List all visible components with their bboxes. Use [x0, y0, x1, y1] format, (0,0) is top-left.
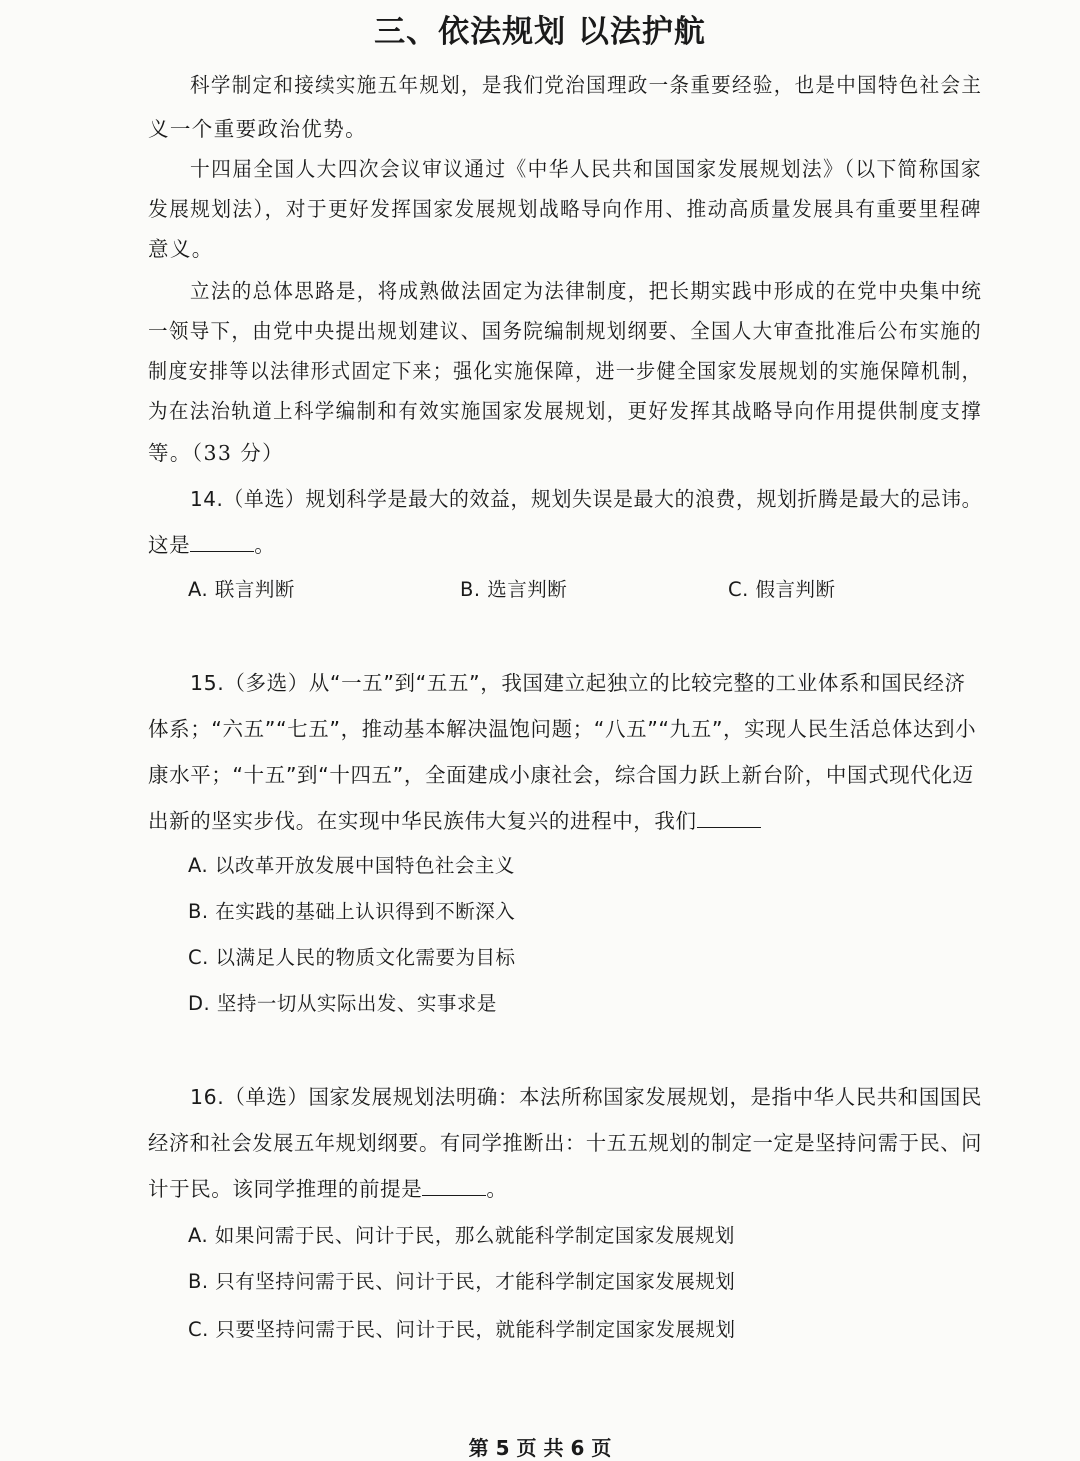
material-text: 意义。 [148, 237, 214, 261]
q15-option-a: A. 以改革开放发展中国特色社会主义 [188, 854, 515, 877]
answer-blank [697, 809, 761, 828]
answer-blank [190, 533, 254, 552]
q15-stem: 体系；“六五”“七五”，推动基本解决温饱问题；“八五”“九五”，实现人民生活总体达到小 [148, 717, 977, 741]
q16-option-a: A. 如果问需于民、问计于民，那么就能科学制定国家发展规划 [188, 1224, 735, 1247]
q16-option-b: B. 只有坚持问需于民、问计于民，才能科学制定国家发展规划 [188, 1270, 736, 1293]
q15-stem-last: 出新的坚实步伐。在实现中华民族伟大复兴的进程中，我们 [148, 804, 761, 834]
page-number: 第 5 页 共 6 页 [468, 1436, 612, 1460]
material-text: 发展规划法），对于更好发挥国家发展规划战略导向作用、推动高质量发展具有重要里程碑 [148, 197, 982, 221]
q15-option-b: B. 在实践的基础上认识得到不断深入 [188, 900, 516, 923]
q16-option-c: C. 只要坚持问需于民、问计于民，就能科学制定国家发展规划 [188, 1318, 736, 1341]
q14-stem: 14.（单选）规划科学是最大的效益，规划失误是最大的浪费，规划折腾是最大的忌讳。 [190, 487, 983, 511]
q16-stem: 经济和社会发展五年规划纲要。有同学推断出：十五五规划的制定一定是坚持问需于民、问 [148, 1131, 982, 1155]
answer-blank [422, 1177, 486, 1196]
material-text: 科学制定和接续实施五年规划，是我们党治国理政一条重要经验，也是中国特色社会主 [190, 73, 983, 97]
q15-stem: 康水平；“十五”到“十四五”，全面建成小康社会，综合国力跃上新台阶，中国式现代化迈 [148, 763, 974, 787]
q16-stem: 16.（单选）国家发展规划法明确：本法所称国家发展规划，是指中华人民共和国国民 [190, 1085, 982, 1109]
q14-option-c: C. 假言判断 [728, 578, 836, 601]
material-text: 立法的总体思路是，将成熟做法固定为法律制度，把长期实践中形成的在党中央集中统 [190, 279, 983, 303]
q15-option-c: C. 以满足人民的物质文化需要为目标 [188, 946, 516, 969]
section-title: 三、依法规划 以法护航 [374, 14, 706, 50]
q14-option-a: A. 联言判断 [188, 578, 295, 601]
material-text: 十四届全国人大四次会议审议通过《中华人民共和国国家发展规划法》（以下简称国家 [190, 157, 982, 181]
material-text: 等。（33 分） [148, 441, 285, 465]
material-text: 制度安排等以法律形式固定下来；强化实施保障，进一步健全国家发展规划的实施保障机制， [148, 359, 982, 383]
material-text: 义一个重要政治优势。 [148, 117, 367, 141]
q14-stem-cont: 这是 。 [148, 533, 276, 557]
q15-stem: 15.（多选）从“一五”到“五五”，我国建立起独立的比较完整的工业体系和国民经济 [190, 671, 966, 695]
q14-option-b: B. 选言判断 [460, 578, 568, 601]
material-text: 为在法治轨道上科学编制和有效实施国家发展规划，更好发挥其战略导向作用提供制度支撑 [148, 399, 982, 423]
material-text: 一领导下，由党中央提出规划建议、国务院编制规划纲要、全国人大审查批准后公布实施的 [148, 319, 982, 343]
q15-option-d: D. 坚持一切从实际出发、实事求是 [188, 992, 497, 1015]
q16-stem-last: 计于民。该同学推理的前提是 。 [148, 1177, 508, 1201]
